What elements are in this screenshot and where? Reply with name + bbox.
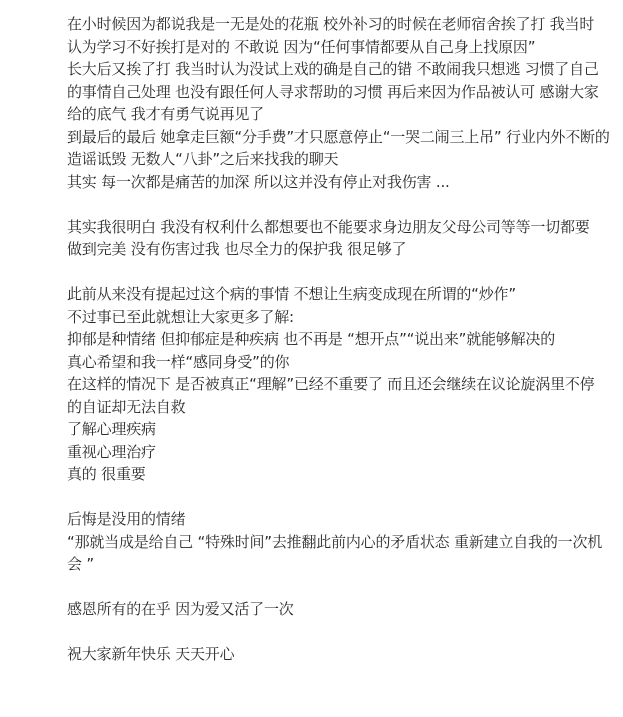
paragraph-gap xyxy=(67,621,619,644)
post-line: 后悔是没用的情绪 xyxy=(67,510,186,528)
post-line: 给的底气 我才有勇气说再见了 xyxy=(67,105,264,123)
post-line: 此前从来没有提起过这个病的事情 不想让生病变成现在所谓的“炒作” xyxy=(67,285,516,303)
post-line: 祝大家新年快乐 天天开心 xyxy=(67,645,235,663)
post-line: 造谣诋毁 无数人“八卦”之后来找我的聊天 xyxy=(67,150,339,168)
post-line: 的事情自己处理 也没有跟任何人寻求帮助的习惯 再后来因为作品被认可 感谢大家 xyxy=(67,82,599,101)
post-line: 做到完美 没有伤害过我 也尽全力的保护我 很足够了 xyxy=(67,240,407,258)
post-line: 不过事已至此就想让大家更多了解: xyxy=(67,307,294,326)
post-line: 长大后又挨了打 我当时认为没试上戏的确是自己的错 不敢闹我只想逃 习惯了自己 xyxy=(67,60,599,78)
paragraph-gap xyxy=(67,576,619,599)
post-line: 感恩所有的在乎 因为爱又活了一次 xyxy=(67,600,294,618)
paragraph-gap xyxy=(67,486,619,509)
post-line: 在小时候因为都说我是一无是处的花瓶 校外补习的时候在老师宿舍挨了打 我当时 xyxy=(67,15,595,33)
post-body xyxy=(67,13,619,666)
post-line: 其实我很明白 我没有权利什么都想要也不能要求身边朋友父母公司等等一切都要 xyxy=(67,217,590,236)
post-line: 其实 每一次都是痛苦的加深 所以这并没有停止对我伤害 ... xyxy=(67,172,450,191)
post-line: 真心希望和我一样“感同身受”的你 xyxy=(67,352,290,371)
post-line: 了解心理疾病 xyxy=(67,420,156,438)
paragraph-gap xyxy=(67,193,619,216)
post-line: 的自证却无法自救 xyxy=(67,397,186,416)
post-line: “那就当成是给自己 “特殊时间”去推翻此前内心的矛盾状态 重新建立自我的一次机 xyxy=(67,532,603,551)
post-line: 会 ” xyxy=(67,555,94,573)
post-line: 重视心理治疗 xyxy=(67,442,156,461)
post-line: 认为学习不好挨打是对的 不敢说 因为“任何事情都要从自己身上找原因” xyxy=(67,37,536,56)
post-line: 真的 很重要 xyxy=(67,465,146,483)
post-line: 抑郁是种情绪 但抑郁症是种疾病 也不再是 “想开点”“说出来”就能够解决的 xyxy=(67,330,555,348)
paragraph-gap xyxy=(67,261,619,284)
post-line: 到最后的最后 她拿走巨额“分手费”才只愿意停止“一哭二闹三上吊” 行业内外不断的 xyxy=(67,127,610,146)
post-line: 在这样的情况下 是否被真正“理解”已经不重要了 而且还会继续在议论旋涡里不停 xyxy=(67,375,595,393)
